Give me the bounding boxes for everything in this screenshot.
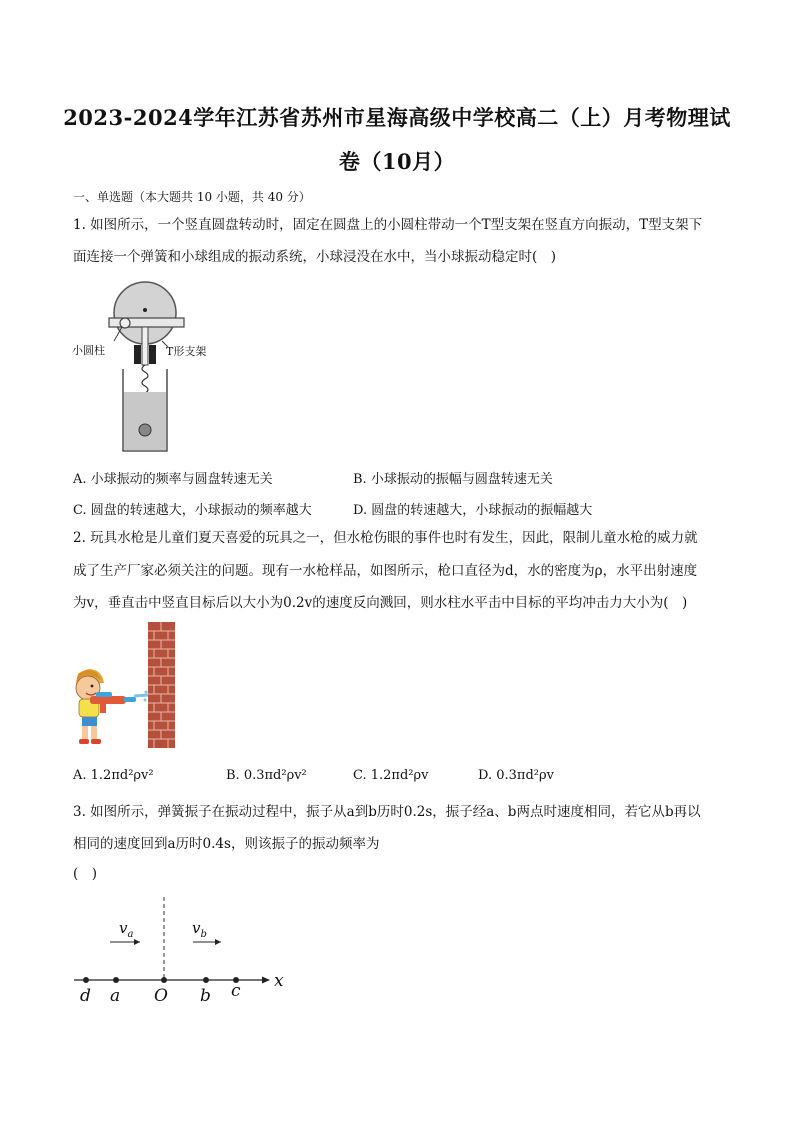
- q1-option-d: D. 圆盘的转速越大，小球振动的振幅越大: [353, 503, 593, 518]
- q2-option-b: B. 0.3πd²ρv²: [226, 768, 307, 783]
- brick-wall: [148, 622, 175, 748]
- label-point-b: b: [200, 986, 211, 1006]
- x-axis-arrowhead: [262, 977, 270, 984]
- q3-line-3: ( ): [73, 866, 98, 882]
- q2-option-c: C. 1.2πd²ρv: [353, 768, 429, 783]
- label-t-frame: T形支架: [166, 345, 207, 358]
- q1-option-c: C. 圆盘的转速越大，小球振动的频率越大: [73, 503, 312, 518]
- water-body: [124, 392, 166, 450]
- small-cylinder-shape: [120, 318, 130, 328]
- label-vb: $v_b$: [192, 919, 207, 940]
- label-va: $v_a$: [119, 919, 134, 940]
- title-line-1: 2023-2024学年江苏省苏州市星海高级中学校高二（上）月考物理试: [63, 105, 731, 130]
- q3-figure-oscillator-axis: [70, 895, 290, 1010]
- q2-option-d: D. 0.3πd²ρv: [478, 768, 554, 783]
- q2-line-3: 为v，垂直击中竖直目标后以大小为0.2v的速度反向溅回，则水柱水平击中目标的平均冲击力大小为( ): [73, 595, 688, 611]
- q1-line-2: 面连接一个弹簧和小球组成的振动系统，小球浸没在水中，当小球振动稳定时( ): [73, 249, 557, 265]
- q3-line-2: 相同的速度回到a历时0.4s，则该振子的振动频率为: [73, 836, 380, 852]
- label-point-d: d: [80, 986, 91, 1006]
- label-point-o: O: [154, 986, 168, 1006]
- point-d: [83, 977, 89, 983]
- water-jet: [134, 695, 148, 696]
- point-o: [161, 977, 167, 983]
- q2-option-a: A. 1.2πd²ρv²: [73, 768, 154, 783]
- label-x-axis: x: [274, 971, 284, 991]
- point-b: [203, 977, 209, 983]
- q3-line-1: 3. 如图所示，弹簧振子在振动过程中，振子从a到b历时0.2s，振子经a、b两点时速度相同，若它从b再以: [73, 804, 701, 820]
- q1-line-1: 1. 如图所示，一个竖直圆盘转动时，固定在圆盘上的小圆柱带动一个T型支架在竖直方向振动，T型支架下: [73, 217, 703, 233]
- section-heading: 一、单选题（本大题共 10 小题，共 40 分）: [73, 190, 311, 204]
- q2-line-1: 2. 玩具水枪是儿童们夏天喜爱的玩具之一，但水枪伤眼的事件也时有发生，因此，限制儿童水枪的威力就: [73, 530, 698, 546]
- disk-center-dot: [143, 308, 147, 312]
- point-a: [113, 977, 119, 983]
- label-small-cylinder: 小圆柱: [72, 344, 105, 357]
- label-point-c: c: [231, 981, 241, 1001]
- label-point-a: a: [110, 986, 121, 1006]
- q1-option-a: A. 小球振动的频率与圆盘转速无关: [73, 472, 273, 487]
- q1-figure-disk-spring: [68, 275, 228, 460]
- q1-option-b: B. 小球振动的振幅与圆盘转速无关: [353, 472, 553, 487]
- guide-block-left: [134, 345, 141, 364]
- ball-shape: [139, 424, 151, 436]
- q2-figure-child-water-gun: [70, 622, 182, 750]
- q2-line-2: 成了生产厂家必须关注的问题。现有一水枪样品，如图所示，枪口直径为d，水的密度为ρ，水平出射速度: [73, 563, 698, 579]
- t-frame-stem: [142, 327, 148, 365]
- guide-block-right: [149, 345, 156, 364]
- child-figure: [76, 669, 104, 744]
- title-line-2: 卷（10月）: [338, 149, 456, 174]
